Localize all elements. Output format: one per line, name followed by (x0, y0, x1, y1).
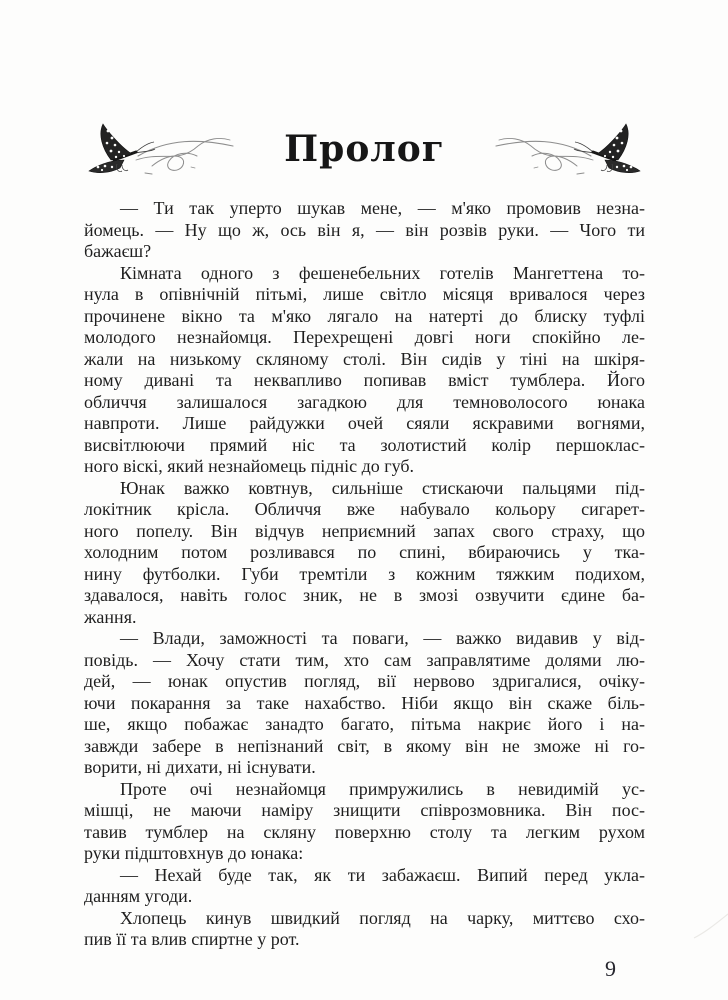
text-line: нула в опівнічній пітьмі, лише світло місяця вривалося через (84, 284, 645, 304)
page-number: 9 (605, 956, 616, 981)
butterfly-flourish-mirrored-icon (495, 116, 645, 188)
paragraph (84, 865, 645, 908)
text-line: прочинене вікно та м'яко лягало на натерті до блиску туфлі (84, 305, 645, 326)
text-line: жали на низькому скляному столі. Він сидів у тіні на шкіря- (84, 348, 645, 369)
text-line: холодним потом розливався по спині, вбираючись у тка- (84, 542, 645, 562)
text-line: ворити, ні дихати, ні існувати. (84, 757, 316, 777)
text-line: ше, якщо побажає занадто багато, пітьма накриє його і на- (84, 714, 645, 734)
butterfly-icon (89, 124, 155, 173)
chapter-header (84, 116, 645, 188)
scan-artifact (692, 912, 728, 942)
text-line: дей, — юнак опустив погляд, вії нервово здригалися, очіку- (84, 671, 645, 691)
text-line: Проте очі незнайомця примружились в невидимій ус- (120, 778, 645, 799)
text-line: — Ти так уперто шукав мене, — м'яко промовив незна- (120, 198, 645, 218)
text-line: данням угоди. (84, 886, 193, 906)
paragraph (84, 263, 645, 478)
paragraph (84, 779, 645, 865)
text-line: локітник крісла. Обличчя вже набувало кольору сигарет- (84, 499, 645, 519)
text-line: молодого незнайомця. Перехрещені довгі ноги спокійно ле- (84, 327, 645, 347)
text-line: мішці, не маючи наміру знищити співрозмовника. Він пос- (84, 800, 645, 820)
text-line: Кімната одного з фешенебельних готелів Мангеттена то- (120, 262, 645, 283)
text-line: ючи покарання за таке нахабство. Ніби якщо він скаже біль- (84, 692, 645, 713)
text-line: обличчя залишалося загадкою для темноволосого юнака (84, 391, 645, 412)
paragraph (84, 628, 645, 779)
text-line: йомець. — Ну що ж, ось він я, — він розвів руки. — Чого ти (84, 219, 645, 240)
text-block (84, 198, 645, 951)
text-line: висвітлюючи прямий ніс та золотистий колір першоклас- (84, 434, 645, 455)
butterfly-icon (574, 124, 640, 173)
text-line: ному дивані та неквапливо попивав вміст тумблера. Його (84, 370, 645, 390)
text-line: ного попелу. Він відчув неприємний запах свого страху, що (84, 520, 645, 541)
text-line: — Нехай буде так, як ти забажаєш. Випий перед укла- (120, 864, 645, 885)
butterfly-flourish-icon (84, 116, 234, 188)
chapter-title: Пролог (284, 128, 445, 170)
text-line: здавалося, навіть голос зник, не в змозі озвучити єдине ба- (84, 585, 645, 605)
text-line: повідь. — Хочу стати тим, хто сам заправлятиме долями лю- (84, 649, 645, 670)
text-line: нину футболки. Губи тремтіли з кожним тяжким подихом, (84, 563, 645, 584)
text-line: жання. (84, 606, 137, 627)
text-line: навпроти. Лише райдужки очей сяяли яскравими вогнями, (84, 413, 645, 433)
text-line: ного віскі, який незнайомець підніс до губ. (84, 456, 415, 476)
text-line: Юнак важко ковтнув, сильніше стискаючи пальцями під- (120, 477, 645, 498)
text-line: — Влади, заможності та поваги, — важко видавив у від- (120, 628, 645, 648)
text-line: завжди забере в непізнаний світ, в якому він не зможе ні го- (84, 735, 645, 756)
text-line: руки підштовхнув до юнака: (84, 843, 304, 863)
paragraph (84, 198, 645, 263)
paragraph (84, 478, 645, 629)
text-line: Хлопець кинув швидкий погляд на чарку, миттєво схо- (120, 907, 645, 928)
text-line: пив її та влив спиртне у рот. (84, 929, 300, 949)
paragraph (84, 908, 645, 951)
text-line: тавив тумблер на скляну поверхню столу та легким рухом (84, 821, 645, 842)
text-line: бажаєш? (84, 241, 152, 261)
